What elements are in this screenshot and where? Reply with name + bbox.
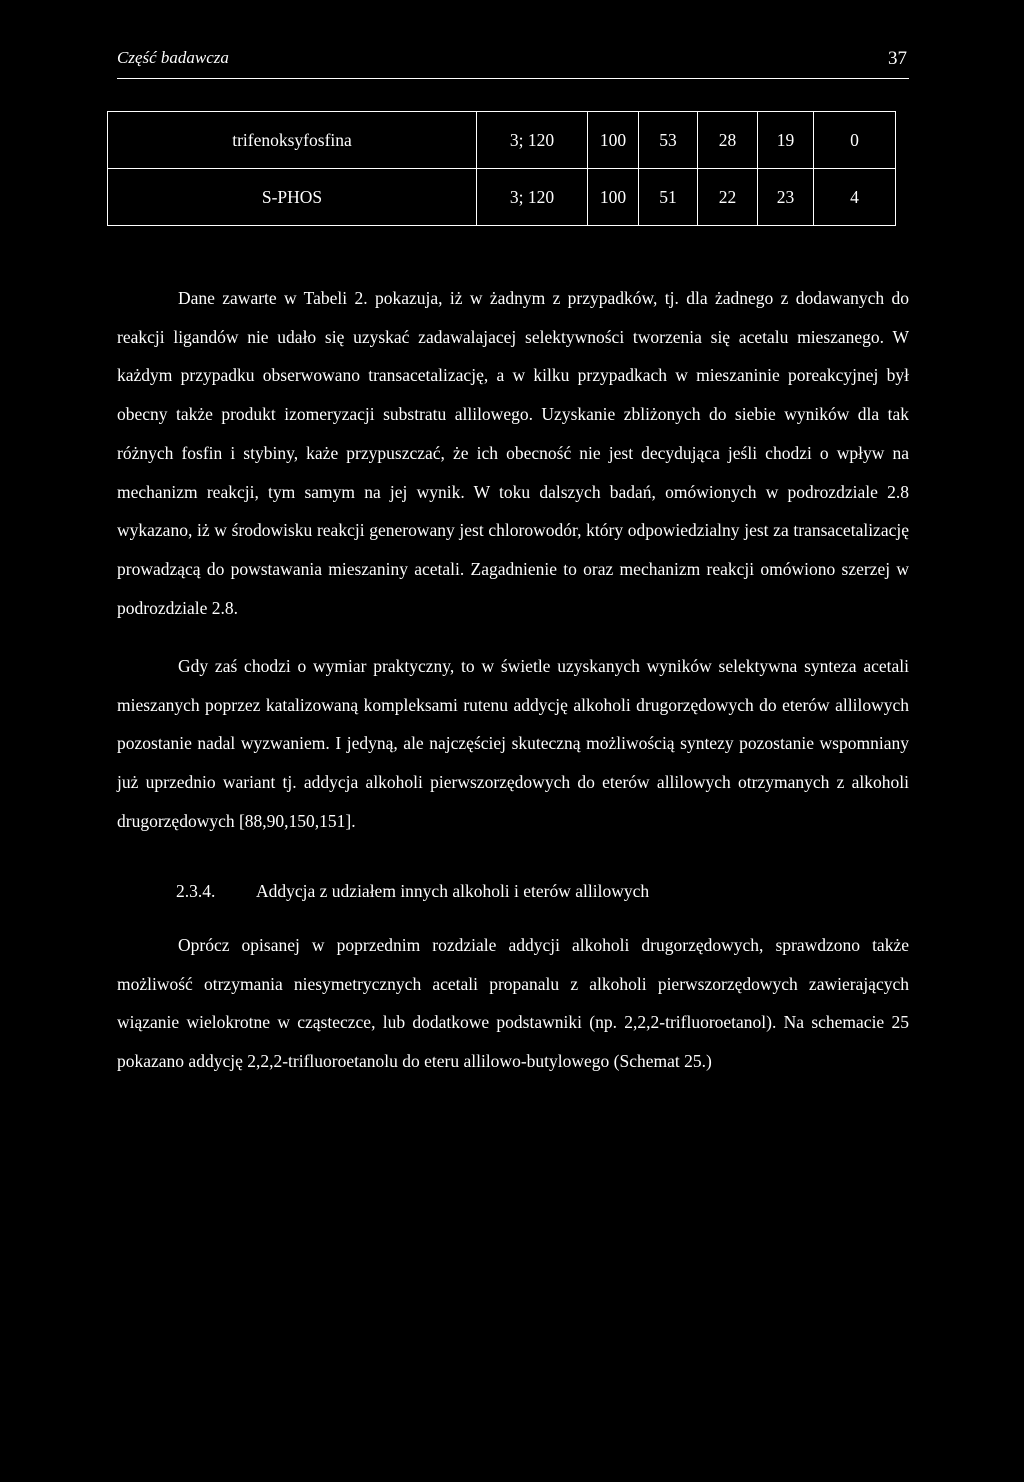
table-cell: 28 bbox=[698, 112, 758, 169]
paragraph: Dane zawarte w Tabeli 2. pokazuja, iż w żadnym z przypadków, tj. dla żadnego z dodawanych do reakcji ligandów nie udało się uzyskać zadawalajacej selektywności tworzenia się acetalu mieszanego. W każdym przypadku obserwowano transacetalizację, a w kilku przypadkach w mieszaninie poreakcyjnej był obecny także produkt izomeryzacji substratu allilowego. Uzyskanie zbliżonych do siebie wyników dla tak różnych fosfin i stybiny, każe przypuszczać, że ich obecność nie jest decydująca jeśli chodzi o wpływ na mechanizm reakcji, tym samym na jej wynik. W toku dalszych badań, omówionych w podrozdziale 2.8 wykazano, iż w środowisku reakcji generowany jest chlorowodór, który odpowiedzialny jest za transacetalizację prowadzącą do powstawania mieszaniny acetali. Zagadnienie to oraz mechanizm reakcji omówiono szerzej w podrozdziale 2.8. bbox=[117, 288, 909, 618]
paragraph-practical bbox=[117, 647, 909, 841]
table-cell: 22 bbox=[698, 169, 758, 226]
page-number: 37 bbox=[888, 48, 907, 69]
paragraph: Oprócz opisanej w poprzednim rozdziale addycji alkoholi drugorzędowych, sprawdzono także możliwość otrzymania niesymetrycznych acetali propanalu z alkoholi pierwszorzędowych zawierających wiązanie wielokrotne w cząsteczce, lub dodatkowe podstawniki (np. 2,2,2-trifluoroetanol). Na schemacie 25 pokazano addycję 2,2,2-trifluoroetanolu do eteru allilowo-butylowego (Schemat 25.) bbox=[117, 935, 909, 1072]
table-cell: 0 bbox=[814, 112, 896, 169]
section-heading bbox=[176, 881, 649, 902]
table-cell: 53 bbox=[639, 112, 698, 169]
table-cell: trifenoksyfosfina bbox=[108, 112, 477, 169]
table-row bbox=[108, 169, 896, 226]
table-cell: 51 bbox=[639, 169, 698, 226]
table-cell: 4 bbox=[814, 169, 896, 226]
results-table bbox=[107, 111, 896, 226]
table-cell: 19 bbox=[758, 112, 814, 169]
paragraph: Gdy zaś chodzi o wymiar praktyczny, to w świetle uzyskanych wyników selektywna synteza acetali mieszanych poprzez katalizowaną kompleksami rutenu addycję alkoholi drugorzędowych do eterów allilowych pozostanie nadal wyzwaniem. I jedyną, ale najczęściej skuteczną możliwością syntezy pozostanie wspomniany już uprzednio wariant tj. addycja alkoholi pierwszorzędowych do eterów allilowych otrzymanych z alkoholi drugorzędowych [88,90,150,151]. bbox=[117, 656, 909, 831]
section-heading-title: Addycja z udziałem innych alkoholi i eterów allilowych bbox=[256, 881, 650, 901]
table-cell: 3; 120 bbox=[477, 112, 588, 169]
table-row bbox=[108, 112, 896, 169]
paragraph-results-discussion bbox=[117, 279, 909, 627]
table-cell: 100 bbox=[588, 169, 639, 226]
table-cell: S-PHOS bbox=[108, 169, 477, 226]
table-cell: 23 bbox=[758, 169, 814, 226]
table-cell: 100 bbox=[588, 112, 639, 169]
section-number: 2.3.4. bbox=[176, 881, 216, 901]
table-cell: 3; 120 bbox=[477, 169, 588, 226]
section-title: Część badawcza bbox=[117, 48, 229, 67]
paragraph-other-alcohols bbox=[117, 926, 909, 1081]
page-header bbox=[117, 44, 909, 79]
